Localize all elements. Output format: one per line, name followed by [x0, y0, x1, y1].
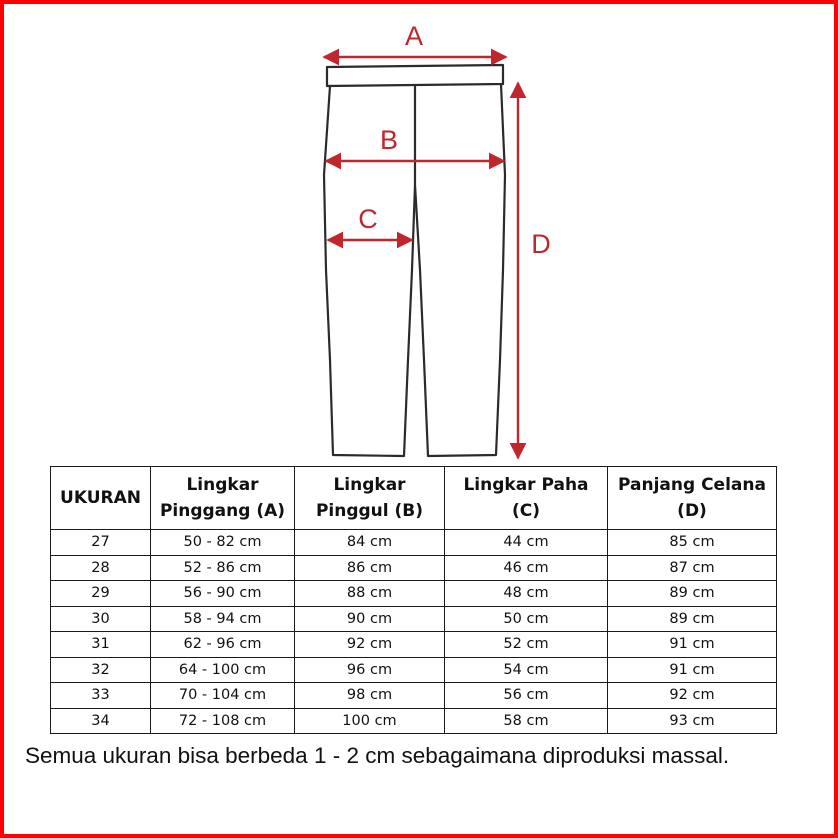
cell-waist: 70 - 104 cm: [151, 683, 295, 709]
cell-waist: 50 - 82 cm: [151, 530, 295, 556]
cell-waist: 62 - 96 cm: [151, 632, 295, 658]
header-lingkar-pinggang: Lingkar Pinggang (A): [151, 467, 295, 530]
header-panjang-celana: Panjang Celana (D): [608, 467, 777, 530]
label-d: D: [531, 229, 551, 259]
cell-thigh: 52 cm: [445, 632, 608, 658]
cell-size: 27: [51, 530, 151, 556]
header-ukuran: UKURAN: [51, 467, 151, 530]
cell-hip: 98 cm: [295, 683, 445, 709]
cell-size: 32: [51, 657, 151, 683]
pants-right-leg-outline: [415, 84, 505, 456]
table-header-row: [51, 467, 777, 530]
table-row: [51, 657, 777, 683]
header-lingkar-pinggul: Lingkar Pinggul (B): [295, 467, 445, 530]
cell-hip: 100 cm: [295, 708, 445, 734]
cell-waist: 56 - 90 cm: [151, 581, 295, 607]
cell-size: 33: [51, 683, 151, 709]
cell-thigh: 48 cm: [445, 581, 608, 607]
pants-left-leg-outline: [324, 86, 415, 456]
cell-length: 85 cm: [608, 530, 777, 556]
table-row: [51, 530, 777, 556]
table-row: [51, 683, 777, 709]
cell-size: 29: [51, 581, 151, 607]
cell-hip: 92 cm: [295, 632, 445, 658]
waistband: [327, 65, 503, 86]
cell-waist: 52 - 86 cm: [151, 555, 295, 581]
table-row: [51, 581, 777, 607]
cell-size: 30: [51, 606, 151, 632]
cell-hip: 88 cm: [295, 581, 445, 607]
cell-length: 92 cm: [608, 683, 777, 709]
cell-length: 89 cm: [608, 606, 777, 632]
cell-thigh: 54 cm: [445, 657, 608, 683]
cell-size: 28: [51, 555, 151, 581]
cell-thigh: 46 cm: [445, 555, 608, 581]
cell-size: 34: [51, 708, 151, 734]
label-b: B: [379, 125, 399, 155]
cell-thigh: 58 cm: [445, 708, 608, 734]
cell-length: 87 cm: [608, 555, 777, 581]
cell-hip: 96 cm: [295, 657, 445, 683]
cell-waist: 72 - 108 cm: [151, 708, 295, 734]
header-lingkar-paha: Lingkar Paha (C): [445, 467, 608, 530]
cell-thigh: 50 cm: [445, 606, 608, 632]
table-row: [51, 606, 777, 632]
cell-hip: 84 cm: [295, 530, 445, 556]
label-a: A: [404, 21, 424, 51]
cell-length: 91 cm: [608, 632, 777, 658]
size-chart-table: [50, 466, 777, 734]
table-row: [51, 632, 777, 658]
table-row: [51, 708, 777, 734]
cell-thigh: 56 cm: [445, 683, 608, 709]
pants-outline-icon: [324, 65, 505, 456]
table-row: [51, 555, 777, 581]
cell-hip: 86 cm: [295, 555, 445, 581]
label-c: C: [358, 204, 378, 234]
cell-length: 91 cm: [608, 657, 777, 683]
cell-length: 89 cm: [608, 581, 777, 607]
cell-waist: 58 - 94 cm: [151, 606, 295, 632]
cell-size: 31: [51, 632, 151, 658]
cell-hip: 90 cm: [295, 606, 445, 632]
cell-thigh: 44 cm: [445, 530, 608, 556]
size-variance-note: Semua ukuran bisa berbeda 1 - 2 cm sebagaimana diproduksi massal.: [25, 743, 730, 768]
cell-length: 93 cm: [608, 708, 777, 734]
cell-waist: 64 - 100 cm: [151, 657, 295, 683]
